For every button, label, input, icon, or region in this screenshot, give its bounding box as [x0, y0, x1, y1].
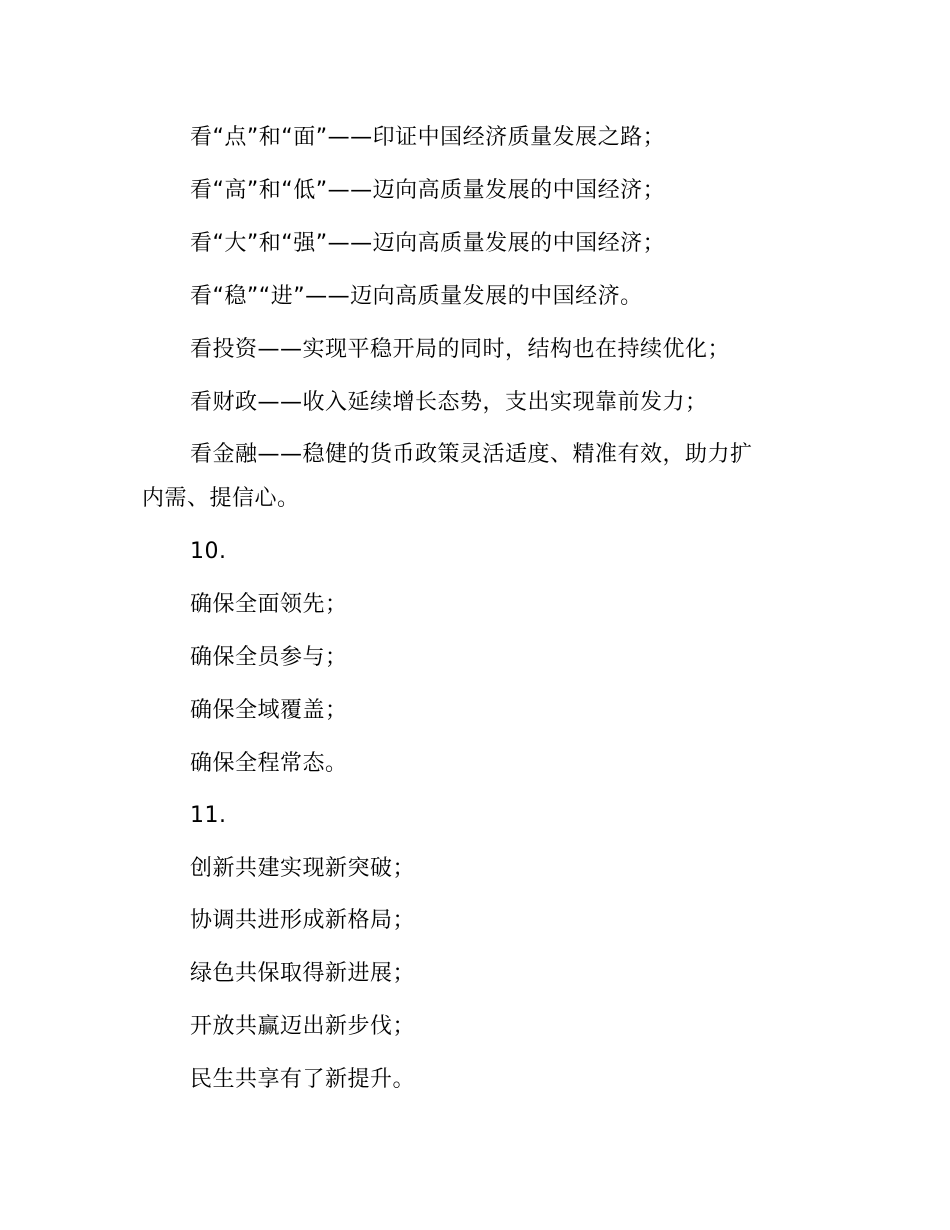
paragraph-big-and-strong: 看“大”和“强”——迈向高质量发展的中国经济；: [190, 231, 666, 256]
paragraph-stable-progress: 看“稳”“进”——迈向高质量发展的中国经济。: [190, 284, 643, 309]
list-item: 确保全员参与；: [190, 645, 348, 670]
paragraph-investment: 看投资——实现平稳开局的同时，结构也在持续优化；: [190, 337, 731, 362]
section-number-10: 10.: [190, 539, 227, 564]
list-item: 绿色共保取得新进展；: [190, 961, 416, 986]
list-item: 开放共赢迈出新步伐；: [190, 1014, 416, 1039]
paragraph-high-and-low: 看“高”和“低”——迈向高质量发展的中国经济；: [190, 178, 666, 203]
paragraph-point-and-surface: 看“点”和“面”——印证中国经济质量发展之路；: [190, 125, 666, 150]
paragraph-monetary: 看金融——稳健的货币政策灵活适度、精准有效，助力扩: [190, 442, 753, 467]
list-item: 确保全域覆盖；: [190, 698, 348, 723]
section-number-11: 11.: [190, 803, 227, 828]
paragraph-monetary-continued: 内需、提信心。: [142, 486, 300, 511]
list-item: 协调共进形成新格局；: [190, 908, 416, 933]
paragraph-finance: 看财政——收入延续增长态势，支出实现靠前发力；: [190, 390, 708, 415]
list-item: 确保全程常态。: [190, 751, 348, 776]
list-item: 创新共建实现新突破；: [190, 856, 416, 881]
list-item: 民生共享有了新提升。: [190, 1067, 416, 1092]
list-item: 确保全面领先；: [190, 592, 348, 617]
